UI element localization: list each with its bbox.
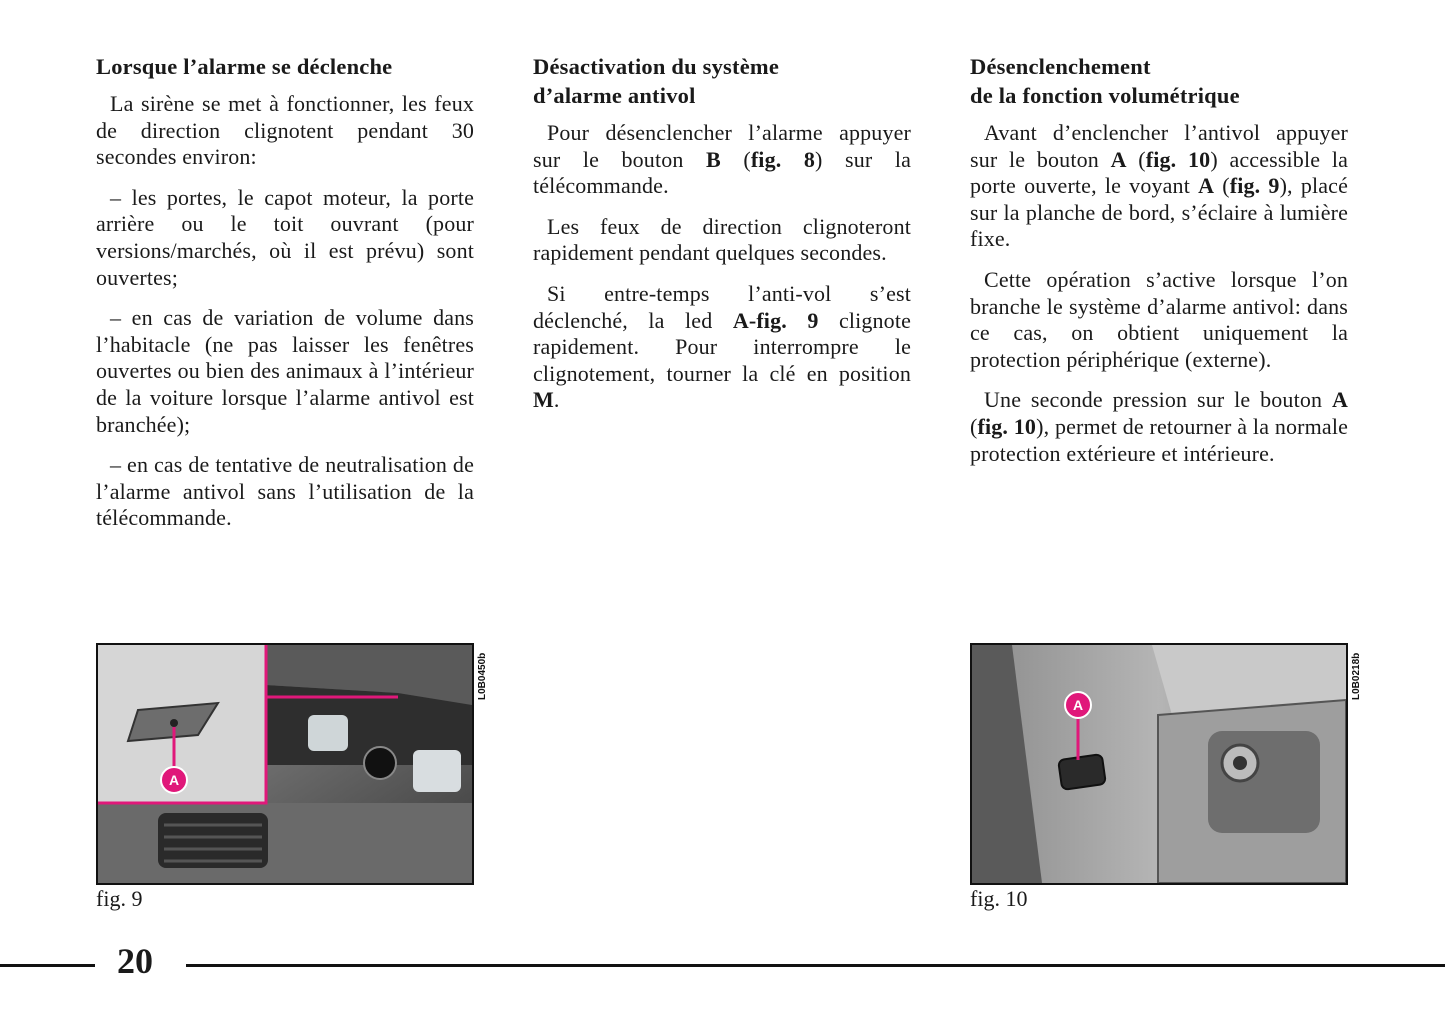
paragraph: Une seconde pression sur le bouton A (fig. 10), permet de retourner à la normale protection extérieure et intérieure. (970, 387, 1348, 466)
dashboard-illustration (98, 645, 472, 883)
page-number: 20 (117, 941, 153, 981)
paragraph: Cette opération s’active lorsque l’on branche le système d’alarme antivol: dans ce cas, on obtient uniquement la protection périphérique (externe). (970, 266, 1348, 372)
heading-alarm-triggered (96, 52, 474, 81)
figure-caption: fig. 9 (96, 886, 143, 911)
paragraph: Si entre-temps l’anti-vol s’est déclenché, la led A-fig. 9 clignote rapidement. Pour interrompre le clignotement, tourner la clé en position M. (533, 280, 912, 413)
footer-rule-left (0, 964, 95, 967)
column-2 (533, 52, 911, 428)
footer-rule-right (186, 964, 1445, 967)
heading-line: Désenclenchement (970, 54, 1151, 79)
paragraph: – en cas de tentative de neutralisation de l’alarme antivol sans l’utilisation de la télécommande. (96, 452, 474, 531)
figure-code: L0B0450b (477, 652, 488, 700)
heading-line: Désactivation du système (533, 54, 780, 79)
heading-deactivation (533, 52, 911, 110)
column-3 (970, 52, 1348, 481)
heading-text: Lorsque l’alarme se déclenche (96, 54, 393, 79)
paragraph: Avant d’enclencher l’antivol appuyer sur le bouton A (fig. 10) accessible la porte ouverte, le voyant A (fig. 9), placé sur la planche de bord, s’éclaire à lumière fixe. (970, 120, 1348, 252)
heading-volumetric (970, 52, 1348, 110)
figure-code: L0B0218b (1351, 652, 1362, 700)
door-illustration (972, 645, 1346, 883)
heading-line: d’alarme antivol (533, 83, 696, 108)
column-1 (96, 52, 474, 546)
paragraph: Les feux de direction clignoteront rapidement pendant quelques secondes. (533, 213, 911, 266)
figure-9-dashboard-photo (96, 643, 474, 885)
marker-a-label: A (1072, 697, 1084, 713)
paragraph: Pour désenclencher l’alarme appuyer sur le bouton B (fig. 8) sur la télécommande. (533, 120, 911, 199)
paragraph: La sirène se met à fonctionner, les feux de direction clignotent pendant 30 secondes environ: (96, 91, 474, 170)
figure-caption: fig. 10 (970, 886, 1028, 911)
marker-a-label: A (168, 772, 180, 788)
figure-10-door-photo (970, 643, 1348, 885)
paragraph: – en cas de variation de volume dans l’habitacle (ne pas laisser les fenêtres ouvertes ou bien des animaux à l’intérieur de la voiture lorsque l’alarme antivol est branchée); (96, 305, 474, 437)
heading-line: de la fonction volumétrique (970, 83, 1240, 108)
paragraph: – les portes, le capot moteur, la porte arrière ou le toit ouvrant (pour versions/marchés, où il est prévu) sont ouvertes; (96, 184, 474, 290)
